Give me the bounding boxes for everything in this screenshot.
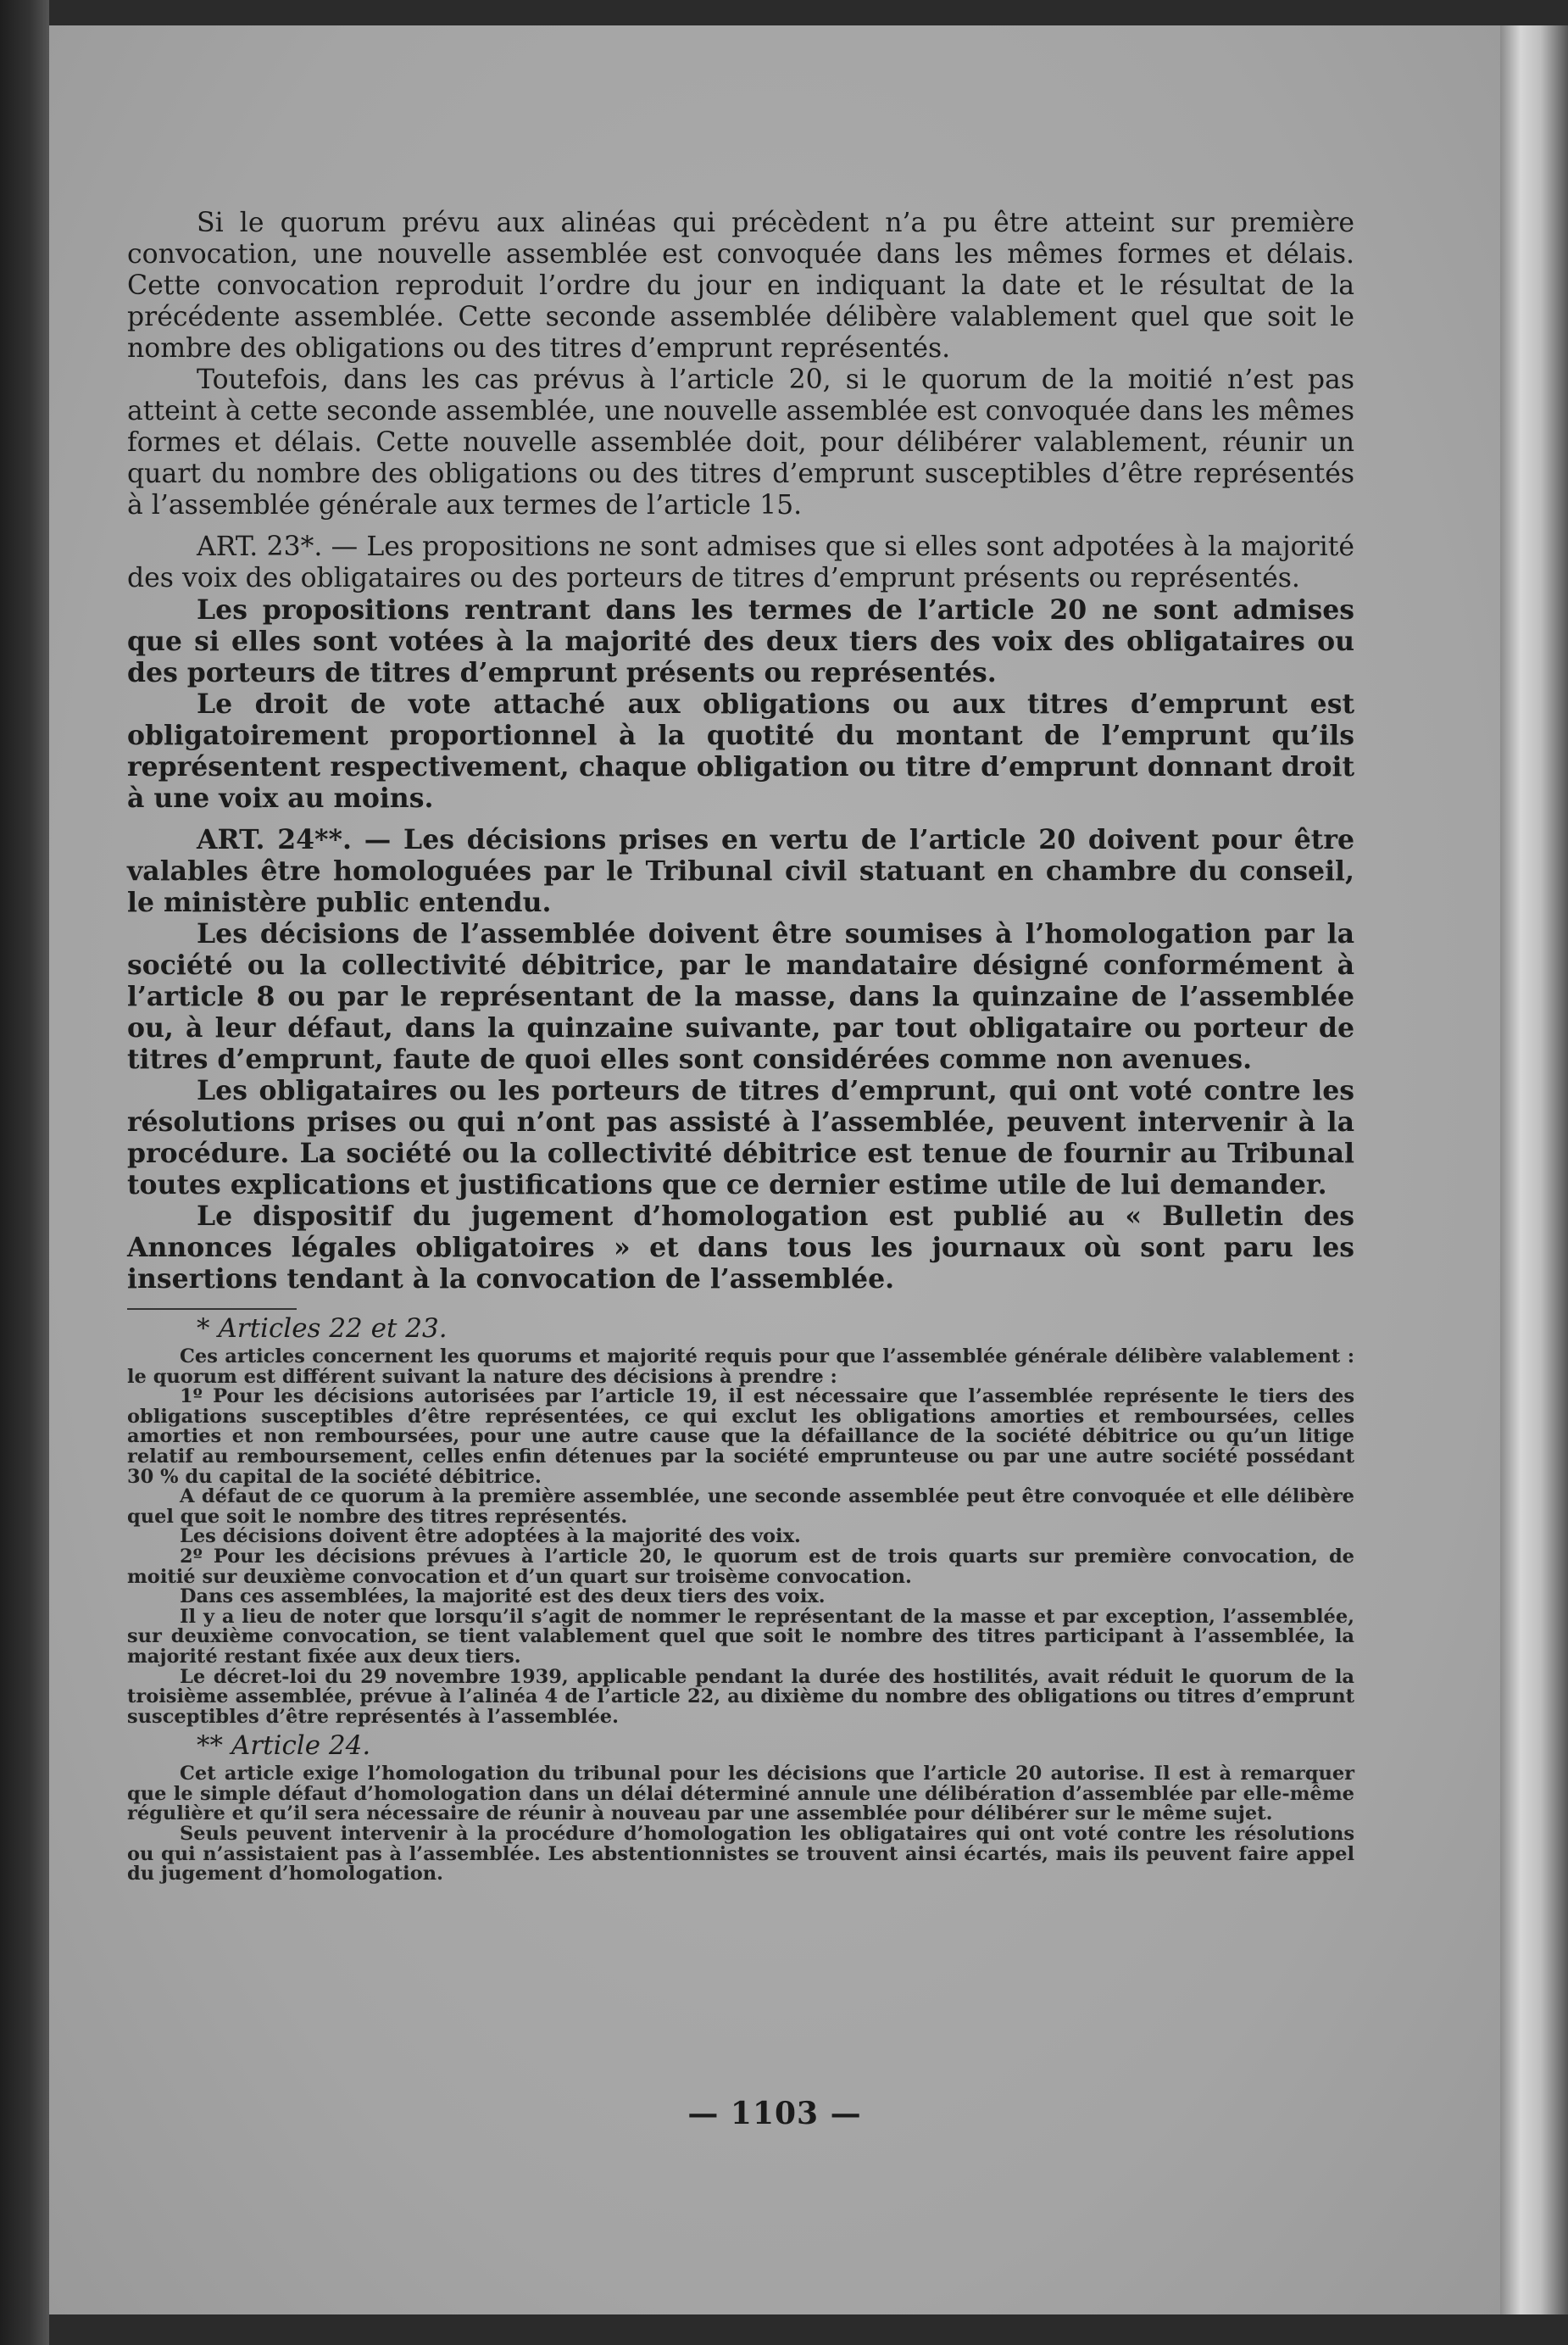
footnote-title: Article 24. bbox=[231, 1730, 371, 1762]
footnote-paragraph: Cet article exige l’homologation du tribunal pour les décisions que l’article 20 autorise. Il est à remarquer que le simple défaut d’homologation dans un délai déterminé annule une délibération d’assemblée par elle-même régulière et qu’il sera nécessaire de réunir à nouveau par une assemblée pour délibérer sur le même sujet. bbox=[127, 1763, 1354, 1825]
paragraph-art24-4: Le dispositif du jugement d’homologation est publié au « Bulletin des Annonces légales obligatoires » et dans tous les journaux où sont paru les insertions tendant à la convocation de l’assemblée. bbox=[127, 1200, 1354, 1295]
page-content bbox=[127, 208, 1354, 1885]
footnote-mark: * bbox=[197, 1313, 210, 1344]
footnote-title: Articles 22 et 23. bbox=[218, 1313, 448, 1344]
footnote-mark: ** bbox=[197, 1730, 223, 1762]
footnote-body-1 bbox=[127, 1347, 1354, 1727]
page-edge-right bbox=[1500, 25, 1568, 2314]
footnote-paragraph: Ces articles concernent les quorums et majorité requis pour que l’assemblée générale délibère valablement : le quorum est différent suivant la nature des décisions à prendre : bbox=[127, 1345, 1354, 1388]
paragraph-art23-2: Les propositions rentrant dans les termes de l’article 20 ne sont admises que si elles sont votées à la majorité des deux tiers des voix des obligataires ou des porteurs de titres d’emprunt présents ou représentés. bbox=[127, 594, 1354, 688]
paragraph-quorum-2: Toutefois, dans les cas prévus à l’article 20, si le quorum de la moitié n’est pas atteint à cette seconde assemblée, une nouvelle assemblée est convoquée dans les mêmes formes et délais. Cette nouvelle assemblée doit, pour délibérer valablement, réunir un quart du nombre des obligations ou des titres d’emprunt susceptibles d’être représentés à l’assemblée générale aux termes de l’article 15. bbox=[127, 365, 1354, 521]
paragraph-art24-2: Les décisions de l’assemblée doivent être soumises à l’homologation par la société ou la collectivité débitrice, par le mandataire désigné conformément à l’article 8 ou par le représentant de la masse, dans la quinzaine de l’assemblée ou, à leur défaut, dans la quinzaine suivante, par tout obligataire ou porteur de titres d’emprunt, faute de quoi elles sont considérées comme non avenues. bbox=[127, 918, 1354, 1075]
footnote-paragraph: Il y a lieu de noter que lorsqu’il s’agit de nommer le représentant de la masse et par exception, l’assemblée, sur deuxième convocation, se tient valablement quel que soit le nombre des titres participant à l’assemblée, la majorité restant fixée aux deux tiers. bbox=[127, 1605, 1354, 1668]
binding-edge bbox=[0, 0, 49, 2345]
paragraph-art23-3: Le droit de vote attaché aux obligations ou aux titres d’emprunt est obligatoirement proportionnel à la quotité du montant de l’emprunt qu’ils représentent respectivement, chaque obligation ou titre d’emprunt donnant droit à une voix au moins. bbox=[127, 688, 1354, 814]
main-text bbox=[127, 208, 1354, 1295]
article-24: ART. 24**. — Les décisions prises en vertu de l’article 20 doivent pour être valables être homologuées par le Tribunal civil statuant en chambre du conseil, le ministère public entendu. bbox=[127, 824, 1354, 918]
footnote-paragraph: Le décret-loi du 29 novembre 1939, applicable pendant la durée des hostilités, avait réduit le quorum de la troisième assemblée, prévue à l’alinéa 4 de l’article 22, au dixième du nombre des obligations ou titres d’emprunt susceptibles d’être représentés à l’assemblée. bbox=[127, 1665, 1354, 1728]
footnote-body-2 bbox=[127, 1764, 1354, 1885]
footnote-paragraph: 1º Pour les décisions autorisées par l’article 19, il est nécessaire que l’assemblée représente le tiers des obligations susceptibles d’être représentées, ce qui exclut les obligations amorties et remboursées, celles amorties et non remboursées, pour une autre cause que la défaillance de la société débitrice ou qu’un litige relatif au remboursement, celles enfin détenues par la société emprunteuse ou par une autre société possédant 30 % du capital de la société débitrice. bbox=[127, 1385, 1354, 1488]
footnote-paragraph: Dans ces assemblées, la majorité est des deux tiers des voix. bbox=[180, 1585, 826, 1608]
footnote-paragraph: Les décisions doivent être adoptées à la majorité des voix. bbox=[180, 1525, 801, 1548]
footnote-paragraph: Seuls peuvent intervenir à la procédure d’homologation les obligataires qui ont voté contre les résolutions ou qui n’assistaient pas à l’assemblée. Les abstentionnistes se trouvent ainsi écartés, mais ils peuvent faire appel du jugement d’homologation. bbox=[127, 1823, 1354, 1885]
footnote-paragraph: A défaut de ce quorum à la première assemblée, une seconde assemblée peut être convoquée et elle délibère quel que soit le nombre des titres représentés. bbox=[127, 1485, 1354, 1528]
footnote-heading-2 bbox=[127, 1730, 1354, 1761]
footnote-separator bbox=[127, 1308, 297, 1310]
page-number: — 1103 — bbox=[687, 2096, 862, 2131]
article-23: ART. 23*. — Les propositions ne sont admises que si elles sont adpotées à la majorité des voix des obligataires ou des porteurs de titres d’emprunt présents ou représentés. bbox=[127, 532, 1354, 593]
paragraph-quorum-1: Si le quorum prévu aux alinéas qui précèdent n’a pu être atteint sur première convocation, une nouvelle assemblée est convoquée dans les mêmes formes et délais. Cette convocation reproduit l’ordre du jour en indiquant la date et le résultat de la précédente assemblée. Cette seconde assemblée délibère valablement quel que soit le nombre des obligations ou des titres d’emprunt représentés. bbox=[127, 208, 1354, 364]
footnote-heading-1 bbox=[127, 1313, 1354, 1344]
paragraph-art24-3: Les obligataires ou les porteurs de titres d’emprunt, qui ont voté contre les résolutions prises ou qui n’ont pas assisté à l’assemblée, peuvent intervenir à la procédure. La société ou la collectivité débitrice est tenue de fournir au Tribunal toutes explications et justifications que ce dernier estime utile de lui demander. bbox=[127, 1075, 1354, 1200]
document-page bbox=[49, 25, 1500, 2314]
footnote-paragraph: 2º Pour les décisions prévues à l’article 20, le quorum est de trois quarts sur première convocation, de moitié sur deuxième convocation et d’un quart sur troisème convocation. bbox=[127, 1545, 1354, 1588]
